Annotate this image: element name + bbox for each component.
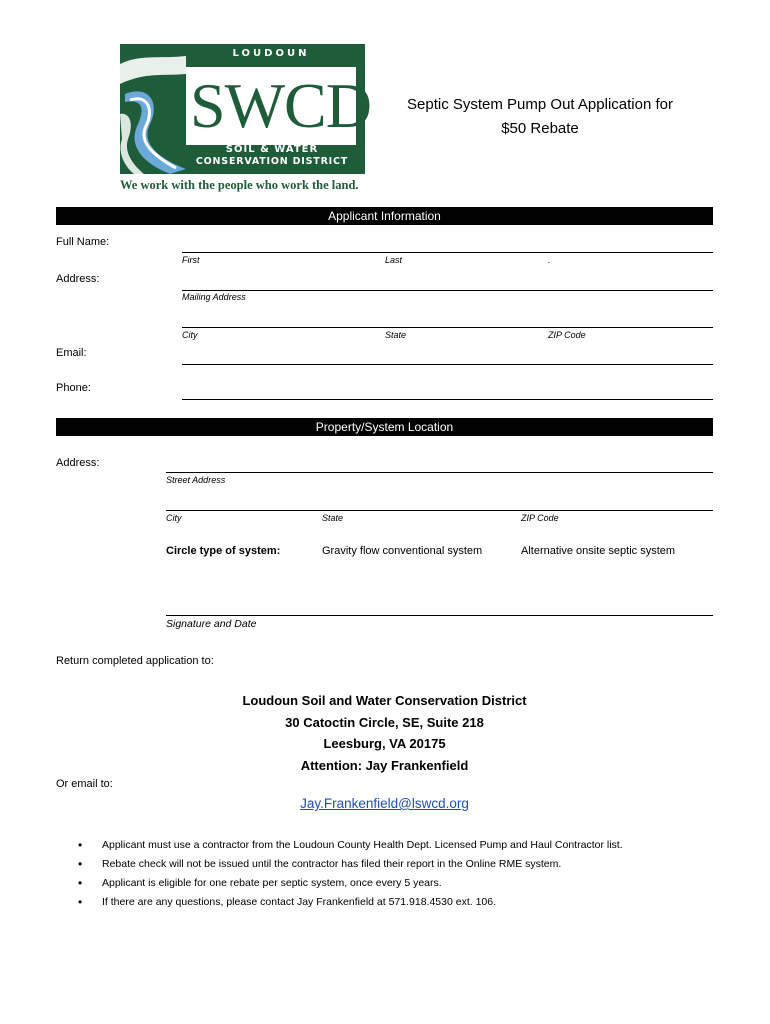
property-state-caption: State <box>322 513 344 523</box>
list-item: • Applicant is eligible for one rebate per septic system, once every 5 years. <box>78 874 718 893</box>
return-address <box>56 690 713 776</box>
street-address-field[interactable] <box>166 472 713 473</box>
first-caption: First <box>182 255 200 265</box>
property-city-state-zip-field[interactable] <box>166 510 713 511</box>
applicant-section-header: Applicant Information <box>56 207 713 225</box>
mi-caption: . <box>548 255 551 265</box>
city-state-zip-field[interactable] <box>182 327 713 328</box>
logo-top-text: LOUDOUN <box>232 48 310 59</box>
return-line-street: 30 Catoctin Circle, SE, Suite 218 <box>285 714 484 730</box>
bullet-icon: • <box>78 876 83 890</box>
mailing-address-caption: Mailing Address <box>182 292 246 302</box>
river-landscape-icon <box>120 44 186 174</box>
or-email-label: Or email to: <box>56 778 113 790</box>
logo-subtitle-1: SOIL & WATER <box>225 144 319 155</box>
document-title <box>390 93 690 141</box>
return-label: Return completed application to: <box>56 655 214 667</box>
full-name-label: Full Name: <box>56 236 110 248</box>
full-name-field[interactable] <box>182 252 713 253</box>
property-zip-caption: ZIP Code <box>521 513 559 523</box>
property-section-header: Property/System Location <box>56 418 713 436</box>
list-item: • If there are any questions, please contact Jay Frankenfield at 571.918.4530 ext. 106. <box>78 893 718 912</box>
phone-field[interactable] <box>182 399 713 400</box>
property-address-label: Address: <box>56 457 100 469</box>
city-caption: City <box>182 330 198 340</box>
email-field[interactable] <box>182 364 713 365</box>
zip-caption: ZIP Code <box>548 330 586 340</box>
mailing-address-field[interactable] <box>182 290 713 291</box>
phone-label: Phone: <box>56 382 91 394</box>
email-link[interactable]: Jay.Frankenfield@lswcd.org <box>300 796 469 811</box>
list-item: • Rebate check will not be issued until the contractor has filed their report in the Online RME system. <box>78 855 718 874</box>
title-line-2: $50 Rebate <box>501 120 579 137</box>
system-option-alternative[interactable]: Alternative onsite septic system <box>521 545 676 557</box>
title-line-1: Septic System Pump Out Application for <box>407 96 673 113</box>
return-line-attention: Attention: Jay Frankenfield <box>300 757 469 773</box>
email-link-wrap <box>56 796 713 811</box>
state-caption: State <box>385 330 407 340</box>
logo-tagline: We work with the people who work the land. <box>120 178 359 192</box>
list-item: • Applicant must use a contractor from the Loudoun County Health Dept. Licensed Pump and Haul Contractor list. <box>78 836 718 855</box>
system-option-gravity[interactable]: Gravity flow conventional system <box>322 545 483 557</box>
street-address-caption: Street Address <box>166 475 226 485</box>
return-line-city: Leesburg, VA 20175 <box>323 736 446 751</box>
signature-field[interactable] <box>166 615 713 616</box>
return-line-org: Loudoun Soil and Water Conservation District <box>242 693 527 708</box>
bullet-icon: • <box>78 895 83 909</box>
system-type-label: Circle type of system: <box>166 545 281 557</box>
property-city-caption: City <box>166 513 182 523</box>
logo-subtitle-2: CONSERVATION DISTRICT <box>195 156 349 167</box>
bullet-icon: • <box>78 857 83 871</box>
address-label: Address: <box>56 273 100 285</box>
last-caption: Last <box>385 255 403 265</box>
bullet-icon: • <box>78 838 83 852</box>
email-label: Email: <box>56 347 87 359</box>
notes-list <box>78 836 718 912</box>
logo-name: SWCD <box>190 70 371 141</box>
signature-caption: Signature and Date <box>166 618 257 630</box>
